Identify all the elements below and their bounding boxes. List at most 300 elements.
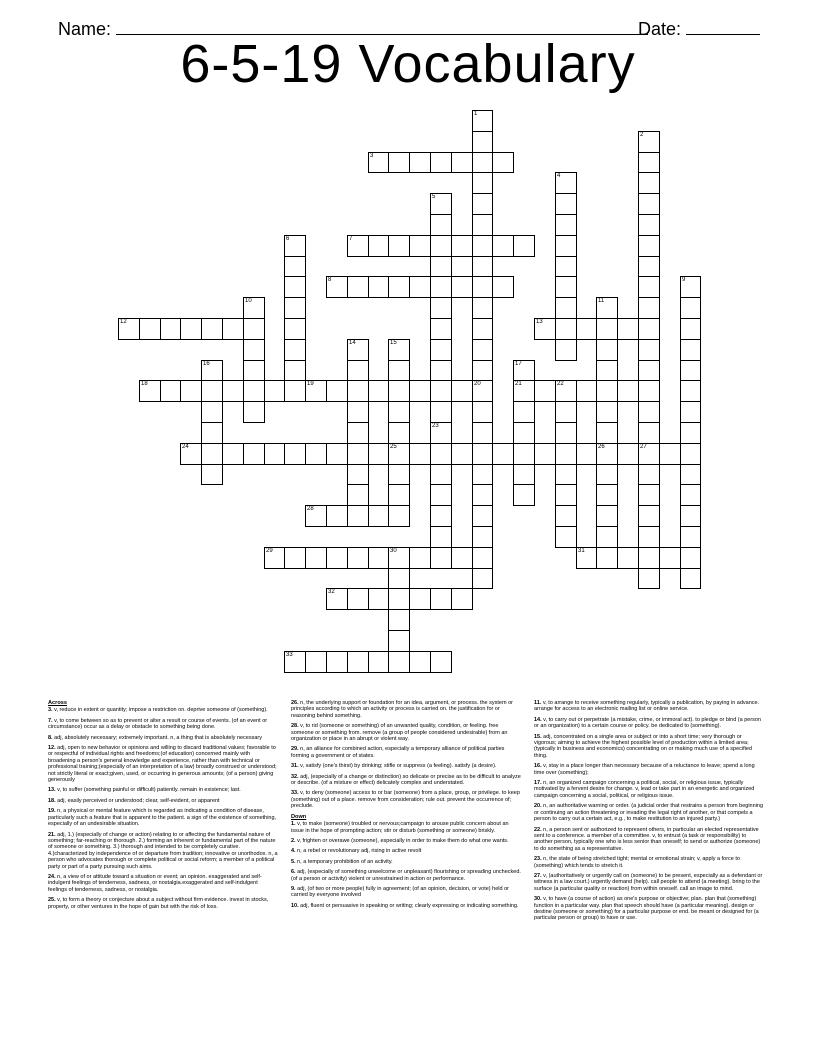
clue-item xyxy=(291,774,521,787)
grid-cell[interactable] xyxy=(555,464,577,485)
grid-cell[interactable] xyxy=(492,235,514,257)
grid-cell[interactable] xyxy=(326,443,348,465)
grid-cell[interactable] xyxy=(368,443,389,465)
grid-cell[interactable] xyxy=(430,193,452,215)
grid-cell[interactable] xyxy=(513,360,535,381)
clue-number: 21 xyxy=(515,381,522,387)
grid-cell[interactable] xyxy=(430,339,452,361)
date-label: Date: xyxy=(638,19,687,39)
clue-number: 18 xyxy=(141,381,148,387)
grid-cell[interactable] xyxy=(638,422,660,444)
clue-num: 32. xyxy=(291,773,299,780)
grid-cell[interactable] xyxy=(201,401,223,423)
grid-cell[interactable] xyxy=(243,380,265,402)
grid-cell[interactable] xyxy=(638,401,660,423)
grid-cell[interactable] xyxy=(284,276,306,298)
grid-cell[interactable] xyxy=(368,152,389,173)
grid-cell[interactable] xyxy=(326,651,348,673)
grid-cell[interactable] xyxy=(264,547,285,569)
grid-cell[interactable] xyxy=(347,235,369,257)
clue-item xyxy=(291,723,521,742)
grid-cell[interactable] xyxy=(534,443,556,465)
grid-cell[interactable] xyxy=(472,214,493,236)
grid-cell[interactable] xyxy=(555,256,577,277)
grid-cell[interactable] xyxy=(430,318,452,340)
grid-cell[interactable] xyxy=(596,464,618,485)
grid-cell[interactable] xyxy=(388,484,410,506)
grid-cell[interactable] xyxy=(576,443,597,465)
clue-num: 13. xyxy=(48,787,56,794)
grid-cell[interactable] xyxy=(430,214,452,236)
grid-cell[interactable] xyxy=(264,380,285,402)
grid-cell[interactable] xyxy=(347,401,369,423)
grid-cell[interactable] xyxy=(638,235,660,257)
grid-cell[interactable] xyxy=(680,547,701,569)
grid-cell[interactable] xyxy=(555,214,577,236)
grid-cell[interactable] xyxy=(513,484,535,506)
grid-cell[interactable] xyxy=(555,526,577,548)
grid-cell[interactable] xyxy=(284,235,306,257)
grid-cell[interactable] xyxy=(409,276,431,298)
clue-number: 28 xyxy=(307,506,314,512)
grid-cell[interactable] xyxy=(638,505,660,527)
grid-cell[interactable] xyxy=(638,380,660,402)
grid-cell[interactable] xyxy=(388,380,410,402)
grid-cell[interactable] xyxy=(388,505,410,527)
clue-item xyxy=(534,856,764,869)
clue-item xyxy=(534,873,764,892)
grid-cell[interactable] xyxy=(388,630,410,652)
clue-item xyxy=(48,808,278,827)
grid-cell[interactable] xyxy=(430,152,452,173)
grid-cell[interactable] xyxy=(409,588,431,610)
grid-cell[interactable] xyxy=(513,380,535,402)
grid-cell[interactable] xyxy=(201,360,223,381)
grid-cell[interactable] xyxy=(284,297,306,319)
grid-cell[interactable] xyxy=(430,484,452,506)
grid-cell[interactable] xyxy=(388,464,410,485)
grid-cell[interactable] xyxy=(638,214,660,236)
clue-text: n, a physical or mental feature which is regarded as indicating a condition of disease, particularly such a feature that is apparent to the patient. a sign of the existence of something, especially of an undesirable situation. xyxy=(48,808,277,828)
grid-cell[interactable] xyxy=(388,152,410,173)
grid-cell[interactable] xyxy=(472,110,493,132)
grid-cell[interactable] xyxy=(347,380,369,402)
grid-cell[interactable] xyxy=(139,380,161,402)
grid-cell[interactable] xyxy=(513,401,535,423)
grid-cell[interactable] xyxy=(326,276,348,298)
clue-text: adj, absolutely necessary; extremely important. n, a thing that is absolutely necessary xyxy=(52,734,263,741)
grid-cell[interactable] xyxy=(513,464,535,485)
grid-cell[interactable] xyxy=(451,152,473,173)
clue-number: 32 xyxy=(328,589,335,595)
across-heading: Across xyxy=(48,700,67,706)
clue-text: v, to carry out or perpetrate (a mistake, crime, or immoral act). to pledge or bind (a person or an organization) to a certain course or policy. be dedicated to (something). xyxy=(534,716,762,730)
clue-text: v, to arrange to receive something regularly, typically a publication, by paying in advance. arrange for access to an electronic mailing list or online service. xyxy=(534,700,760,713)
grid-cell[interactable] xyxy=(243,401,265,423)
grid-cell[interactable] xyxy=(617,380,639,402)
grid-cell[interactable] xyxy=(472,443,493,465)
clue-text: adj, fluent or persuasive in speaking or writing; clearly expressing or indicating something. xyxy=(298,902,519,909)
grid-cell[interactable] xyxy=(617,443,639,465)
grid-cell[interactable] xyxy=(430,588,452,610)
grid-cell[interactable] xyxy=(243,339,265,361)
grid-cell[interactable] xyxy=(513,235,535,257)
grid-cell[interactable] xyxy=(638,256,660,277)
grid-cell[interactable] xyxy=(305,651,327,673)
grid-cell[interactable] xyxy=(638,568,660,589)
grid-cell[interactable] xyxy=(430,401,452,423)
grid-cell[interactable] xyxy=(388,443,410,465)
grid-cell[interactable] xyxy=(430,422,452,444)
grid-cell[interactable] xyxy=(388,339,410,361)
clue-number: 23 xyxy=(432,423,439,429)
grid-cell[interactable] xyxy=(284,443,306,465)
grid-cell[interactable] xyxy=(596,484,618,506)
clue-item xyxy=(534,717,764,730)
grid-cell[interactable] xyxy=(472,172,493,194)
grid-cell[interactable] xyxy=(555,276,577,298)
grid-cell[interactable] xyxy=(492,443,514,465)
grid-cell[interactable] xyxy=(617,318,639,340)
grid-cell[interactable] xyxy=(284,318,306,340)
grid-cell[interactable] xyxy=(680,505,701,527)
grid-cell[interactable] xyxy=(513,422,535,444)
grid-cell[interactable] xyxy=(368,235,389,257)
grid-cell[interactable] xyxy=(160,380,181,402)
grid-cell[interactable] xyxy=(638,484,660,506)
grid-cell[interactable] xyxy=(284,380,306,402)
grid-cell[interactable] xyxy=(368,651,389,673)
grid-cell[interactable] xyxy=(555,193,577,215)
grid-cell[interactable] xyxy=(284,547,306,569)
clue-text: adj, open to new behavior or opinions and willing to discard traditional values; favorable to or respectful of individual rights and freedoms;(of education) concerned mainly with broadening a person's general knowledge and experience, rather than with technical or professional training;(especially of an interpretation of a law) broadly construed or understood; not strictly literal or exact;given, used, or occurring in generous amounts; (of a person) giving generously xyxy=(48,745,277,784)
grid-cell[interactable] xyxy=(659,443,681,465)
clue-item xyxy=(48,832,278,870)
clue-number: 7 xyxy=(349,236,353,242)
grid-cell[interactable] xyxy=(638,339,660,361)
grid-cell[interactable] xyxy=(347,651,369,673)
grid-cell[interactable] xyxy=(596,526,618,548)
clue-num: 8. xyxy=(48,734,53,741)
grid-cell[interactable] xyxy=(222,380,244,402)
grid-cell[interactable] xyxy=(472,401,493,423)
grid-cell[interactable] xyxy=(617,547,639,569)
grid-cell[interactable] xyxy=(576,547,597,569)
grid-cell[interactable] xyxy=(368,588,389,610)
grid-cell[interactable] xyxy=(430,360,452,381)
grid-cell[interactable] xyxy=(638,547,660,569)
grid-cell[interactable] xyxy=(388,568,410,589)
grid-cell[interactable] xyxy=(513,443,535,465)
grid-cell[interactable] xyxy=(180,380,202,402)
grid-cell[interactable] xyxy=(388,360,410,381)
clue-num: 1. xyxy=(291,821,296,828)
clue-num: 10. xyxy=(291,902,299,909)
grid-cell[interactable] xyxy=(430,297,452,319)
grid-cell[interactable] xyxy=(680,443,701,465)
grid-cell[interactable] xyxy=(326,588,348,610)
grid-cell[interactable] xyxy=(243,360,265,381)
grid-cell[interactable] xyxy=(534,318,556,340)
grid-cell[interactable] xyxy=(555,505,577,527)
grid-cell[interactable] xyxy=(180,318,202,340)
grid-cell[interactable] xyxy=(638,526,660,548)
grid-cell[interactable] xyxy=(596,360,618,381)
clue-number: 27 xyxy=(640,444,647,450)
grid-cell[interactable] xyxy=(180,443,202,465)
grid-cell[interactable] xyxy=(596,318,618,340)
grid-cell[interactable] xyxy=(409,235,431,257)
grid-cell[interactable] xyxy=(680,484,701,506)
clue-text: n, a view of or attitude toward a situation or event; an opinion. exaggerated and self-indulgent feelings of tenderness, sadness, or nostalgia.exaggerated and self-indulgent feelings of tenderness, sadness, or nostalgia. xyxy=(48,873,262,893)
grid-cell[interactable] xyxy=(638,152,660,173)
grid-cell[interactable] xyxy=(596,422,618,444)
grid-cell[interactable] xyxy=(451,380,473,402)
grid-cell[interactable] xyxy=(596,297,618,319)
grid-cell[interactable] xyxy=(409,380,431,402)
grid-cell[interactable] xyxy=(638,297,660,319)
grid-cell[interactable] xyxy=(430,651,452,673)
grid-cell[interactable] xyxy=(596,547,618,569)
clue-num: 9. xyxy=(291,885,296,892)
clue-number: 33 xyxy=(286,652,293,658)
grid-cell[interactable] xyxy=(243,318,265,340)
grid-cell[interactable] xyxy=(368,505,389,527)
grid-cell[interactable] xyxy=(576,318,597,340)
grid-cell[interactable] xyxy=(472,547,493,569)
grid-cell[interactable] xyxy=(430,464,452,485)
grid-cell[interactable] xyxy=(596,339,618,361)
clue-num: 26. xyxy=(291,700,299,706)
grid-cell[interactable] xyxy=(534,380,556,402)
clue-number: 13 xyxy=(536,319,543,325)
grid-cell[interactable] xyxy=(659,547,681,569)
grid-cell[interactable] xyxy=(596,505,618,527)
grid-cell[interactable] xyxy=(430,276,452,298)
grid-cell[interactable] xyxy=(388,422,410,444)
clue-num: 25. xyxy=(48,897,56,904)
grid-cell[interactable] xyxy=(472,276,493,298)
clue-num: 33. xyxy=(291,790,299,797)
grid-cell[interactable] xyxy=(680,360,701,381)
clue-item xyxy=(291,848,521,854)
grid-cell[interactable] xyxy=(201,422,223,444)
grid-cell[interactable] xyxy=(201,443,223,465)
grid-cell[interactable] xyxy=(284,256,306,277)
grid-cell[interactable] xyxy=(305,505,327,527)
grid-cell[interactable] xyxy=(472,339,493,361)
grid-cell[interactable] xyxy=(388,651,410,673)
clue-num: 28. xyxy=(291,723,299,730)
grid-cell[interactable] xyxy=(472,235,493,257)
grid-cell[interactable] xyxy=(596,380,618,402)
grid-cell[interactable] xyxy=(555,380,577,402)
grid-cell[interactable] xyxy=(347,505,369,527)
grid-cell[interactable] xyxy=(472,484,493,506)
grid-cell[interactable] xyxy=(492,152,514,173)
clue-number: 16 xyxy=(203,361,210,367)
grid-cell[interactable] xyxy=(243,443,265,465)
grid-cell[interactable] xyxy=(409,152,431,173)
clue-num: 14. xyxy=(534,716,542,723)
clue-number: 1 xyxy=(474,111,478,117)
clue-text: n, a person sent or authorized to represent others, in particular an elected representative sent to a conference. a member of a committee. v, to entrust (a task or responsibility) to another person, typically one who is less senior than oneself; to send or authorize (someone) to do something as a representative. xyxy=(534,826,761,852)
grid-cell[interactable] xyxy=(555,339,577,361)
grid-cell[interactable] xyxy=(139,318,161,340)
clue-text: adj, (especially of a change or distinction) so delicate or precise as to be difficult to analyze or describe. (of a mixture or effect) delicately complex and understated. xyxy=(291,773,521,787)
grid-cell[interactable] xyxy=(201,464,223,485)
grid-cell[interactable] xyxy=(118,318,140,340)
grid-cell[interactable] xyxy=(596,443,618,465)
grid-cell[interactable] xyxy=(638,193,660,215)
grid-cell[interactable] xyxy=(388,588,410,610)
grid-cell[interactable] xyxy=(305,547,327,569)
grid-cell[interactable] xyxy=(638,131,660,153)
grid-cell[interactable] xyxy=(347,276,369,298)
clue-num: 6. xyxy=(291,869,296,876)
grid-cell[interactable] xyxy=(555,318,577,340)
clue-item xyxy=(534,803,764,822)
grid-cell[interactable] xyxy=(430,380,452,402)
grid-cell[interactable] xyxy=(264,443,285,465)
grid-cell[interactable] xyxy=(451,235,473,257)
grid-cell[interactable] xyxy=(680,339,701,361)
grid-cell[interactable] xyxy=(347,443,369,465)
grid-cell[interactable] xyxy=(347,339,369,361)
clue-num: 20. xyxy=(534,803,542,810)
grid-cell[interactable] xyxy=(680,464,701,485)
grid-cell[interactable] xyxy=(222,443,244,465)
grid-cell[interactable] xyxy=(472,297,493,319)
grid-cell[interactable] xyxy=(680,318,701,340)
grid-cell[interactable] xyxy=(680,422,701,444)
grid-cell[interactable] xyxy=(472,256,493,277)
clue-text: adj, concentrated on a single area or subject or into a short time; very thorough or vigorous; aiming to achieve the highest possible level of production within a limited area; (typically in business and economics) concentrating on or making much use of a specified thing. xyxy=(534,733,752,759)
grid-cell[interactable] xyxy=(555,443,577,465)
grid-cell[interactable] xyxy=(347,588,369,610)
clue-item xyxy=(291,821,521,834)
clue-number: 19 xyxy=(307,381,314,387)
grid-cell[interactable] xyxy=(284,339,306,361)
grid-cell[interactable] xyxy=(472,193,493,215)
grid-cell[interactable] xyxy=(472,131,493,153)
grid-cell[interactable] xyxy=(472,422,493,444)
grid-cell[interactable] xyxy=(638,172,660,194)
clue-text: v, reduce in extent or quantity; impose a restriction on. deprive someone of (something). xyxy=(52,707,268,714)
clue-text: v, to make (someone) troubled or nervous;campaign to arouse public concern about an issue in the hope of prompting action; stir or disturb (something or someone) briskly. xyxy=(291,821,509,834)
grid-cell[interactable] xyxy=(680,380,701,402)
grid-cell[interactable] xyxy=(451,588,473,610)
grid-cell[interactable] xyxy=(451,443,473,465)
clue-item xyxy=(534,700,764,713)
clue-item xyxy=(291,838,521,844)
grid-cell[interactable] xyxy=(555,401,577,423)
grid-cell[interactable] xyxy=(492,276,514,298)
grid-cell[interactable] xyxy=(472,380,493,402)
grid-cell[interactable] xyxy=(451,276,473,298)
clue-num: 17. xyxy=(534,780,542,787)
grid-cell[interactable] xyxy=(305,443,327,465)
grid-cell[interactable] xyxy=(472,360,493,381)
grid-cell[interactable] xyxy=(368,547,389,569)
grid-cell[interactable] xyxy=(305,380,327,402)
grid-cell[interactable] xyxy=(201,318,223,340)
grid-cell[interactable] xyxy=(555,422,577,444)
clue-number: 15 xyxy=(390,340,397,346)
grid-cell[interactable] xyxy=(326,505,348,527)
grid-cell[interactable] xyxy=(638,360,660,381)
grid-cell[interactable] xyxy=(472,568,493,589)
grid-cell[interactable] xyxy=(430,526,452,548)
clue-item xyxy=(534,763,764,776)
grid-cell[interactable] xyxy=(284,651,306,673)
grid-cell[interactable] xyxy=(638,276,660,298)
grid-cell[interactable] xyxy=(347,464,369,485)
grid-cell[interactable] xyxy=(326,380,348,402)
grid-cell[interactable] xyxy=(680,568,701,589)
grid-cell[interactable] xyxy=(388,609,410,631)
grid-cell[interactable] xyxy=(409,443,431,465)
grid-cell[interactable] xyxy=(472,152,493,173)
grid-cell[interactable] xyxy=(388,235,410,257)
grid-cell[interactable] xyxy=(555,484,577,506)
grid-cell[interactable] xyxy=(347,484,369,506)
grid-cell[interactable] xyxy=(409,547,431,569)
grid-cell[interactable] xyxy=(555,235,577,257)
grid-cell[interactable] xyxy=(326,547,348,569)
grid-cell[interactable] xyxy=(243,297,265,319)
grid-cell[interactable] xyxy=(430,505,452,527)
grid-cell[interactable] xyxy=(430,256,452,277)
grid-cell[interactable] xyxy=(409,651,431,673)
grid-cell[interactable] xyxy=(555,172,577,194)
grid-cell[interactable] xyxy=(388,547,410,569)
grid-cell[interactable] xyxy=(555,297,577,319)
grid-cell[interactable] xyxy=(472,505,493,527)
grid-cell[interactable] xyxy=(201,380,223,402)
grid-cell[interactable] xyxy=(472,464,493,485)
grid-cell[interactable] xyxy=(430,547,452,569)
grid-cell[interactable] xyxy=(576,380,597,402)
grid-cell[interactable] xyxy=(680,401,701,423)
grid-cell[interactable] xyxy=(430,443,452,465)
grid-cell[interactable] xyxy=(472,526,493,548)
grid-cell[interactable] xyxy=(368,380,389,402)
grid-cell[interactable] xyxy=(638,318,660,340)
grid-cell[interactable] xyxy=(347,422,369,444)
grid-cell[interactable] xyxy=(638,443,660,465)
grid-cell[interactable] xyxy=(680,526,701,548)
grid-cell[interactable] xyxy=(638,464,660,485)
grid-cell[interactable] xyxy=(680,276,701,298)
grid-cell[interactable] xyxy=(347,547,369,569)
clue-item xyxy=(291,869,521,882)
grid-cell[interactable] xyxy=(472,318,493,340)
grid-cell[interactable] xyxy=(451,547,473,569)
grid-cell[interactable] xyxy=(222,318,244,340)
grid-cell[interactable] xyxy=(368,276,389,298)
grid-cell[interactable] xyxy=(680,297,701,319)
grid-cell[interactable] xyxy=(430,235,452,257)
clue-text: v, frighten or overawe (someone), especially in order to make them do what one wants. xyxy=(295,837,509,844)
grid-cell[interactable] xyxy=(284,360,306,381)
clue-number: 5 xyxy=(432,194,436,200)
grid-cell[interactable] xyxy=(388,401,410,423)
grid-cell[interactable] xyxy=(388,276,410,298)
grid-cell[interactable] xyxy=(347,360,369,381)
grid-cell[interactable] xyxy=(596,401,618,423)
grid-cell[interactable] xyxy=(160,318,181,340)
